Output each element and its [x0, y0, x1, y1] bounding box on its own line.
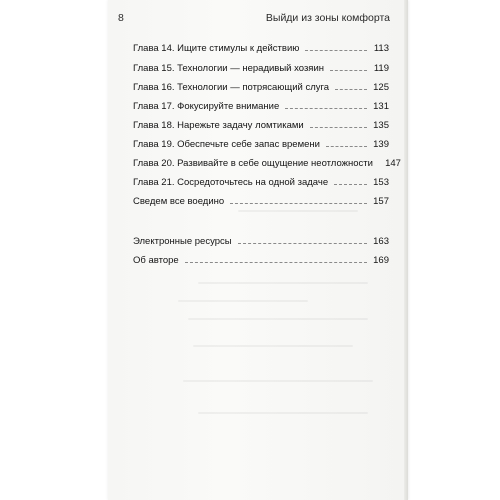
toc-entry-page: 169	[373, 255, 389, 266]
toc-entry-page: 131	[373, 101, 389, 112]
toc-entry-page: 157	[373, 196, 389, 207]
dot-leader	[334, 184, 367, 185]
toc-entry-title: Глава 18. Нарежьте задачу ломтиками	[133, 120, 304, 131]
toc-entry-title: Электронные ресурсы	[133, 236, 232, 247]
toc-entry-page: 113	[373, 43, 389, 54]
toc-entry	[133, 117, 389, 131]
show-through-mark	[198, 412, 368, 414]
dot-leader	[285, 108, 367, 109]
toc-entry	[133, 136, 389, 150]
toc-entry-title: Глава 17. Фокусируйте внимание	[133, 101, 280, 112]
show-through-mark	[178, 300, 308, 302]
toc-entry-page: 163	[373, 236, 389, 247]
toc-entry-title: Глава 19. Обеспечьте себе запас времени	[133, 139, 320, 150]
toc-entry-title: Об авторе	[133, 255, 179, 266]
show-through-mark	[188, 318, 368, 320]
page-edge	[404, 0, 408, 500]
toc-entry-title: Глава 15. Технологии — нерадивый хозяин	[133, 63, 324, 74]
toc-entry-title: Глава 20. Развивайте в себе ощущение неотложности	[133, 158, 373, 169]
dot-leader	[185, 262, 367, 263]
show-through-mark	[183, 380, 373, 382]
toc-entry	[133, 155, 401, 169]
toc-entry	[133, 79, 389, 93]
running-title: Выйди из зоны комфорта	[265, 12, 390, 24]
dot-leader	[238, 243, 367, 244]
toc-entry-page: 125	[373, 82, 389, 93]
dot-leader	[335, 89, 367, 90]
toc-entry-title: Глава 14. Ищите стимулы к действию	[133, 43, 300, 54]
toc-entry-page: 153	[373, 177, 389, 188]
toc-entry-title: Глава 16. Технологии — потрясающий слуга	[133, 82, 330, 93]
page-number: 8	[118, 12, 124, 24]
show-through-mark	[198, 282, 368, 284]
toc-entry-page: 119	[373, 63, 389, 74]
toc-entry-page: 135	[373, 120, 389, 131]
toc-entry-title: Глава 21. Сосредоточьтесь на одной задаче	[133, 177, 329, 188]
toc-entry-page: 147	[385, 158, 401, 169]
toc-entry	[133, 174, 389, 188]
dot-leader	[310, 127, 367, 128]
toc-entry-title: Сведем все воедино	[133, 196, 225, 207]
toc-back-matter-entry	[133, 252, 389, 266]
toc-entry	[133, 40, 389, 54]
dot-leader	[305, 50, 367, 51]
toc-back-matter-entry	[133, 233, 389, 247]
toc-entry-page: 139	[373, 139, 389, 150]
show-through-mark	[238, 210, 358, 212]
toc-entry	[133, 193, 389, 207]
toc-entry	[133, 98, 389, 112]
dot-leader	[326, 146, 367, 147]
dot-leader	[230, 203, 367, 204]
toc-entry	[133, 60, 389, 74]
book-page	[108, 0, 408, 500]
dot-leader	[330, 70, 367, 71]
show-through-mark	[193, 345, 353, 347]
